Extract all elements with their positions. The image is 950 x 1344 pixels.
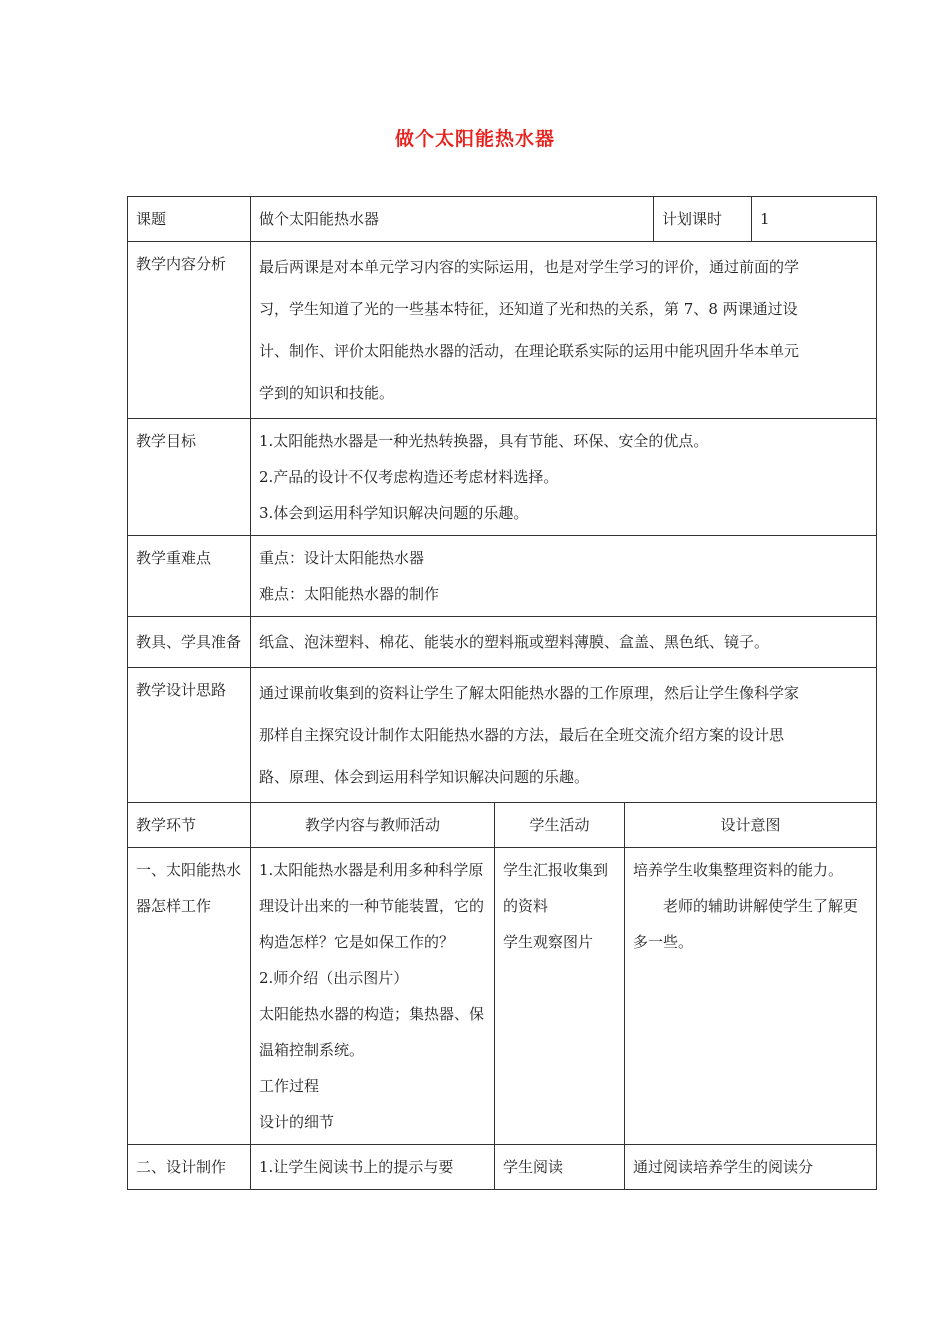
design-idea-label: 教学设计思路 [128, 668, 251, 803]
stage-row [128, 848, 877, 1145]
lesson-plan-table [127, 196, 877, 1190]
stage-name: 二、设计制作 [128, 1145, 251, 1190]
stage-student: 学生阅读 [495, 1145, 625, 1190]
stage-teacher: 1.让学生阅读书上的提示与要 [251, 1145, 495, 1190]
topic-value: 做个太阳能热水器 [251, 197, 654, 242]
goals-label: 教学目标 [128, 419, 251, 536]
content-analysis-text: 最后两课是对本单元学习内容的实际运用，也是对学生学习的评价，通过前面的学 习，学生知道了光的一些基本特征，还知道了光和热的关系，第 7、8 两课通过设 计、制作、评价太阳能热水器的活动，在理论联系实际的运用中能巩固升华本单元 学到的知识和技能。 [251, 242, 877, 419]
stage-header-c4: 设计意图 [625, 803, 877, 848]
stage-intent: 通过阅读培养学生的阅读分 [625, 1145, 877, 1190]
row-topic [128, 197, 877, 242]
row-design-idea [128, 668, 877, 803]
document-title: 做个太阳能热水器 [394, 128, 555, 150]
materials-label: 教具、学具准备 [128, 617, 251, 668]
stage-header-c3: 学生活动 [495, 803, 625, 848]
row-materials [128, 617, 877, 668]
goals-text: 1.太阳能热水器是一种光热转换器，具有节能、环保、安全的优点。 2.产品的设计不仅考虑构造还考虑材料选择。 3.体会到运用科学知识解决问题的乐趣。 [251, 419, 877, 536]
stage-header-c2: 教学内容与教师活动 [251, 803, 495, 848]
key-points-text: 重点：设计太阳能热水器 难点：太阳能热水器的制作 [251, 536, 877, 617]
design-idea-text: 通过课前收集到的资料让学生了解太阳能热水器的工作原理，然后让学生像科学家 那样自主探究设计制作太阳能热水器的方法，最后在全班交流介绍方案的设计思 路、原理、体会到运用科学知识解决问题的乐趣。 [251, 668, 877, 803]
content-analysis-label: 教学内容分析 [128, 242, 251, 419]
row-key-points [128, 536, 877, 617]
key-points-label: 教学重难点 [128, 536, 251, 617]
hours-value: 1 [752, 197, 877, 242]
stage-header-row [128, 803, 877, 848]
stage-row [128, 1145, 877, 1190]
row-content-analysis [128, 242, 877, 419]
stage-name: 一、太阳能热水器怎样工作 [128, 848, 251, 1145]
stage-intent: 培养学生收集整理资料的能力。 老师的辅助讲解使学生了解更多一些。 [625, 848, 877, 1145]
hours-label: 计划课时 [654, 197, 752, 242]
stage-student: 学生汇报收集到的资料 学生观察图片 [495, 848, 625, 1145]
stage-teacher: 1.太阳能热水器是利用多种科学原理设计出来的一种节能装置，它的构造怎样？它是如保工作的？ 2.师介绍（出示图片） 太阳能热水器的构造；集热器、保温箱控制系统。 工作过程 设计的细节 [251, 848, 495, 1145]
topic-label: 课题 [128, 197, 251, 242]
row-goals [128, 419, 877, 536]
stage-header-c1: 教学环节 [128, 803, 251, 848]
materials-text: 纸盒、泡沫塑料、棉花、能装水的塑料瓶或塑料薄膜、盒盖、黑色纸、镜子。 [251, 617, 877, 668]
